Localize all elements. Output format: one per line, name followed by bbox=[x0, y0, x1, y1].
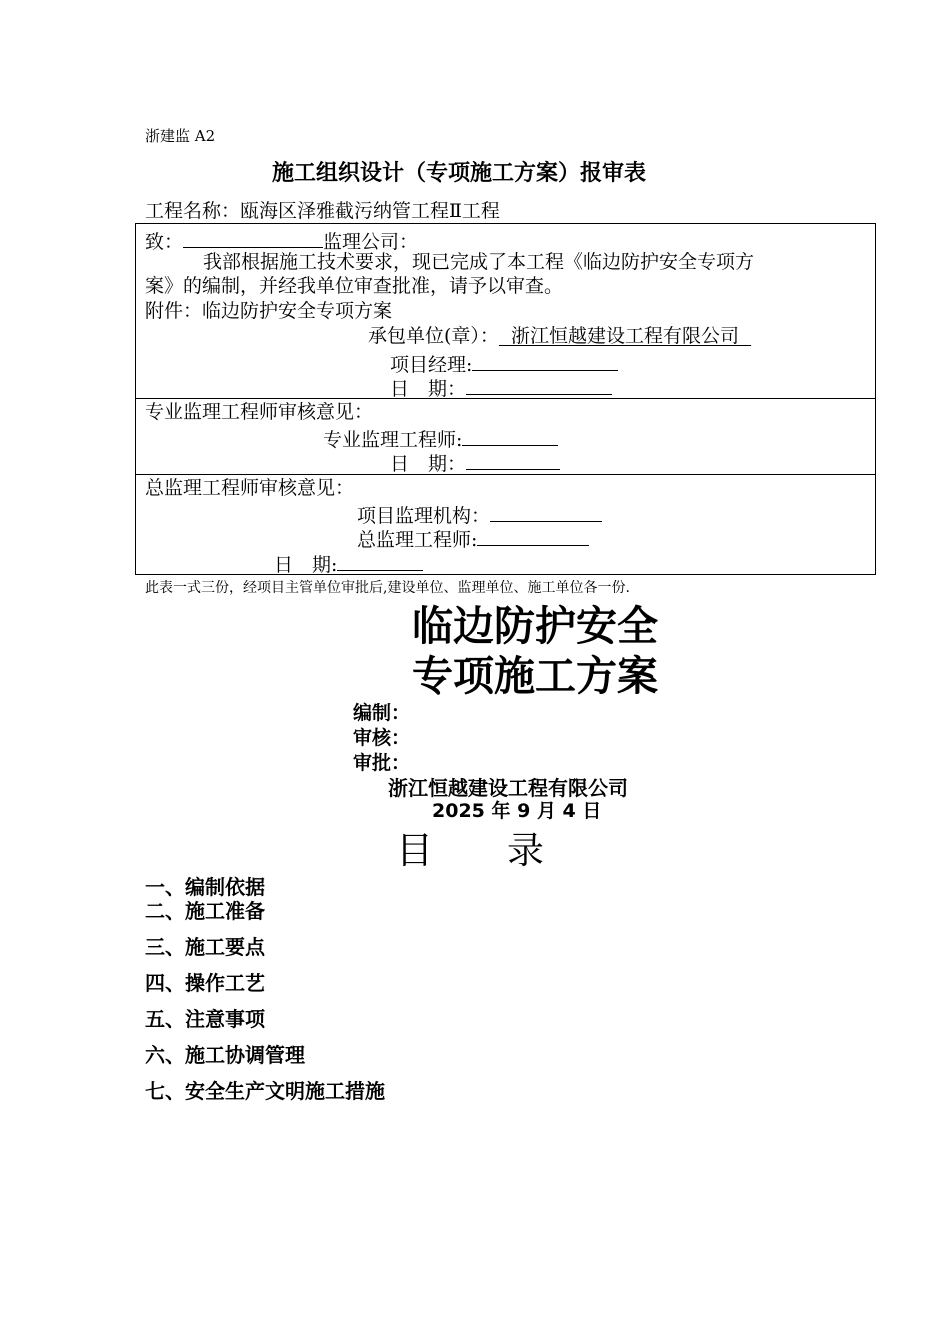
to-line bbox=[145, 229, 418, 252]
body-line-1: 我部根据施工技术要求，现已完成了本工程《临边防护安全专项方 bbox=[203, 251, 755, 273]
date-blank-1[interactable] bbox=[466, 376, 612, 395]
toc-item-4[interactable]: 四、操作工艺 bbox=[145, 971, 265, 995]
review-label: 审核： bbox=[353, 727, 411, 749]
contractor-line bbox=[368, 327, 751, 346]
chief-label: 总监理工程师: bbox=[357, 529, 478, 551]
toc-item-1[interactable]: 一、编制依据 bbox=[145, 875, 265, 899]
project-manager-label: 项目经理: bbox=[390, 354, 473, 376]
agency-label: 项目监理机构： bbox=[357, 505, 491, 527]
chief-line bbox=[357, 527, 589, 550]
date-label: 日 期: bbox=[274, 554, 338, 576]
specialist-line bbox=[323, 427, 558, 450]
toc-heading: 目 录 bbox=[396, 829, 544, 872]
date-line-3 bbox=[274, 552, 423, 575]
specialist-opinion: 专业监理工程师审核意见： bbox=[145, 401, 374, 423]
contractor-label: 承包单位(章）： bbox=[368, 325, 499, 347]
agency-line bbox=[357, 503, 602, 526]
project-manager-line bbox=[390, 352, 618, 375]
form-title: 施工组织设计（专项施工方案）报审表 bbox=[272, 160, 647, 186]
to-suffix: 监理公司： bbox=[323, 231, 419, 253]
compile-label: 编制： bbox=[353, 702, 411, 724]
chief-blank[interactable] bbox=[477, 527, 589, 546]
specialist-label: 专业监理工程师: bbox=[323, 429, 463, 451]
row-divider bbox=[135, 474, 876, 475]
approve-label: 审批： bbox=[353, 752, 411, 774]
supervision-company-blank[interactable] bbox=[183, 229, 323, 248]
cover-date: 2025 年 9 月 4 日 bbox=[432, 800, 602, 822]
toc-item-6[interactable]: 六、施工协调管理 bbox=[145, 1043, 305, 1067]
form-footnote: 此表一式三份，经项目主管单位审批后,建设单位、监理单位、施工单位各一份. bbox=[145, 580, 630, 596]
date-line-1 bbox=[390, 376, 612, 399]
attachment-line: 附件：临边防护安全专项方案 bbox=[145, 300, 393, 322]
date-line-2 bbox=[390, 451, 560, 474]
date-label: 日 期： bbox=[390, 378, 467, 400]
project-name: 工程名称：瓯海区泽雅截污纳管工程Ⅱ工程 bbox=[145, 200, 500, 222]
toc-item-3[interactable]: 三、施工要点 bbox=[145, 935, 265, 959]
contractor-value: 浙江恒越建设工程有限公司 bbox=[511, 325, 740, 347]
date-blank-2[interactable] bbox=[466, 451, 560, 470]
to-prefix: 致： bbox=[145, 231, 184, 253]
toc-item-2[interactable]: 二、施工准备 bbox=[145, 899, 265, 923]
cover-company: 浙江恒越建设工程有限公司 bbox=[388, 776, 628, 800]
agency-blank[interactable] bbox=[490, 503, 602, 522]
date-label: 日 期： bbox=[390, 453, 467, 475]
form-code: 浙建监 A2 bbox=[145, 127, 216, 145]
cover-title-line-2: 专项施工方案 bbox=[412, 652, 658, 700]
cover-title-line-1: 临边防护安全 bbox=[412, 602, 658, 650]
chief-opinion: 总监理工程师审核意见： bbox=[145, 477, 355, 499]
specialist-blank[interactable] bbox=[462, 427, 558, 446]
project-manager-blank[interactable] bbox=[472, 352, 618, 371]
toc-item-5[interactable]: 五、注意事项 bbox=[145, 1007, 265, 1031]
body-line-2: 案》的编制，并经我单位审查批准，请予以审查。 bbox=[145, 275, 564, 297]
date-blank-3[interactable] bbox=[337, 552, 423, 571]
toc-item-7[interactable]: 七、安全生产文明施工措施 bbox=[145, 1079, 385, 1103]
